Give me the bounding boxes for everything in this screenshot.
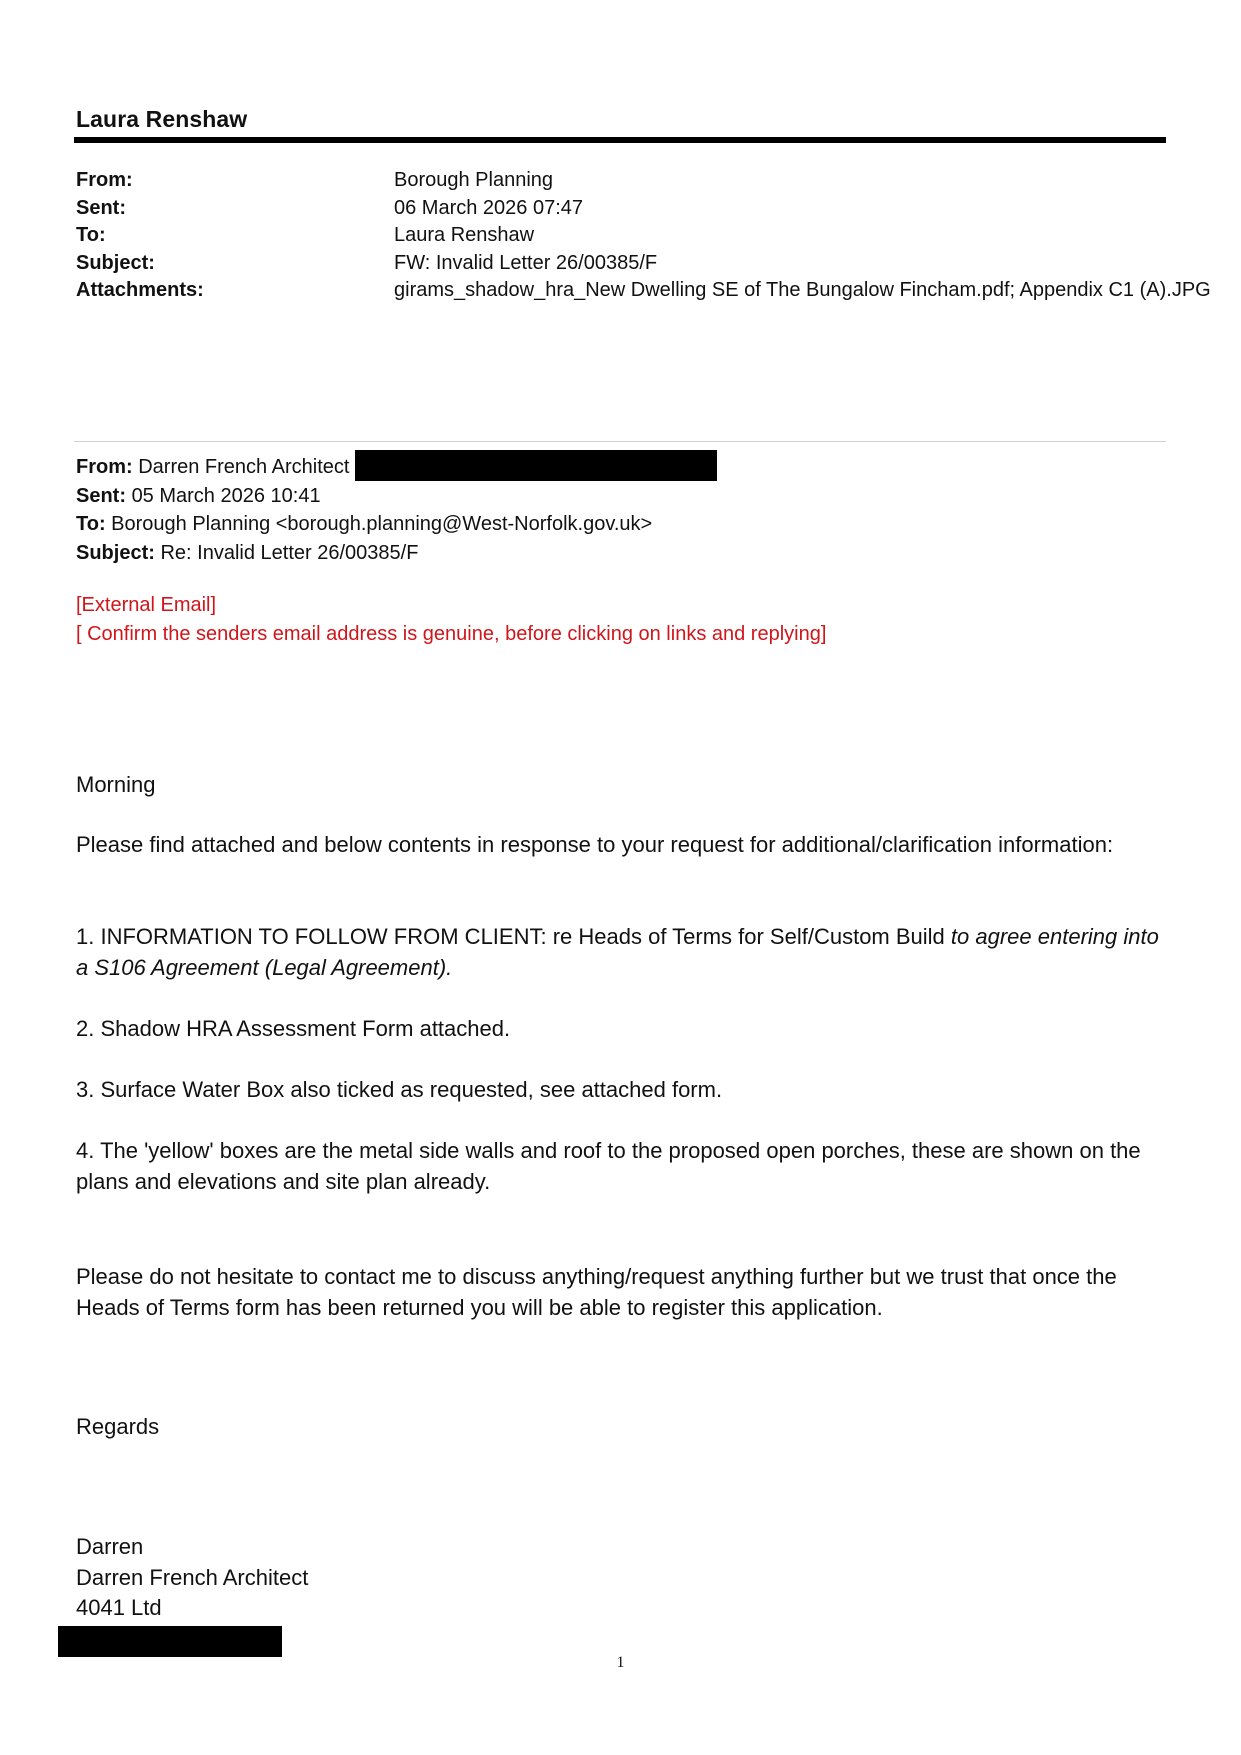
redaction-box bbox=[58, 1626, 282, 1657]
item-4-text: 4. The 'yellow' boxes are the metal side walls and roof to the proposed open porches, these are shown on the plans and elevations and site plan already. bbox=[76, 1138, 1141, 1194]
intro-text: Please find attached and below contents in response to your request for additional/clarification information: bbox=[76, 832, 1114, 857]
orig-to-label: To: bbox=[76, 513, 106, 535]
orig-to-line bbox=[76, 510, 1176, 539]
orig-subject-line bbox=[76, 539, 1176, 568]
closing-text: Please do not hesitate to contact me to discuss anything/request anything further but we trust that once the Heads of Terms form has been returned you will be able to register this application. bbox=[76, 1264, 1117, 1320]
greeting-text: Morning bbox=[76, 772, 156, 797]
orig-subject-label: Subject: bbox=[76, 541, 155, 564]
header-row-attachments bbox=[76, 277, 1211, 305]
signature-block bbox=[76, 1532, 1176, 1624]
body-greeting bbox=[76, 770, 1176, 801]
header-row-from bbox=[76, 167, 1176, 195]
header-value: Laura Renshaw bbox=[394, 224, 535, 246]
header-label: Attachments: bbox=[76, 279, 204, 301]
orig-from-label: From: bbox=[76, 456, 133, 478]
body-item-1 bbox=[76, 922, 1176, 983]
message-divider bbox=[74, 441, 1166, 442]
header-label: Subject: bbox=[76, 251, 155, 274]
item-1-paragraph bbox=[76, 922, 1176, 983]
header-value: FW: Invalid Letter 26/00385/F bbox=[394, 251, 658, 274]
header-value: Borough Planning bbox=[394, 169, 554, 191]
signature-name: Darren bbox=[76, 1534, 144, 1559]
page-title: Laura Renshaw bbox=[76, 106, 248, 132]
orig-to-value: Borough Planning <borough.planning@West-Norfolk.gov.uk> bbox=[111, 513, 653, 535]
orig-sent-line bbox=[76, 482, 1176, 511]
body-item-4 bbox=[76, 1136, 1176, 1197]
header-value: 06 March 2026 07:47 bbox=[394, 196, 584, 219]
warning-line-1: [External Email] bbox=[76, 594, 217, 616]
orig-sent-value: 05 March 2026 10:41 bbox=[131, 484, 321, 507]
page-number: 1 bbox=[616, 1654, 625, 1671]
orig-from-value: Darren French Architect bbox=[138, 456, 350, 478]
title-divider bbox=[74, 137, 1166, 143]
header-label: From: bbox=[76, 169, 133, 191]
item-3-text: 3. Surface Water Box also ticked as requested, see attached form. bbox=[76, 1077, 723, 1102]
header-label: To: bbox=[76, 224, 106, 246]
header-value: girams_shadow_hra_New Dwelling SE of The Bungalow Fincham.pdf; Appendix C1 (A).JPG bbox=[394, 279, 1211, 301]
orig-from-line bbox=[76, 450, 1176, 482]
item-1-text: 1. INFORMATION TO FOLLOW FROM CLIENT: re Heads of Terms for Self/Custom Build bbox=[76, 924, 951, 949]
body-closing bbox=[76, 1262, 1176, 1323]
signature-ltd: 4041 Ltd bbox=[76, 1595, 162, 1620]
header-label: Sent: bbox=[76, 196, 126, 219]
item-1-italic-text: to agree entering into a S106 Agreement (Legal Agreement). bbox=[76, 924, 1159, 980]
signoff-text: Regards bbox=[76, 1414, 160, 1439]
header-row-sent bbox=[76, 195, 1176, 223]
orig-subject-value: Re: Invalid Letter 26/00385/F bbox=[160, 541, 419, 564]
header-row-subject bbox=[76, 250, 1176, 278]
body-signoff bbox=[76, 1412, 1176, 1443]
signature-company: Darren French Architect bbox=[76, 1564, 309, 1590]
body-item-2 bbox=[76, 1014, 1176, 1045]
external-email-warning bbox=[76, 591, 1176, 649]
warning-line-2: [ Confirm the senders email address is genuine, before clicking on links and replying] bbox=[76, 623, 827, 645]
outer-email-header bbox=[76, 167, 1211, 305]
redaction-box bbox=[355, 450, 717, 481]
item-2-text: 2. Shadow HRA Assessment Form attached. bbox=[76, 1016, 511, 1041]
orig-sent-label: Sent: bbox=[76, 484, 126, 507]
original-email-header bbox=[76, 450, 1176, 567]
body-intro bbox=[76, 830, 1176, 861]
body-item-3 bbox=[76, 1075, 1176, 1106]
header-row-to bbox=[76, 222, 1176, 250]
